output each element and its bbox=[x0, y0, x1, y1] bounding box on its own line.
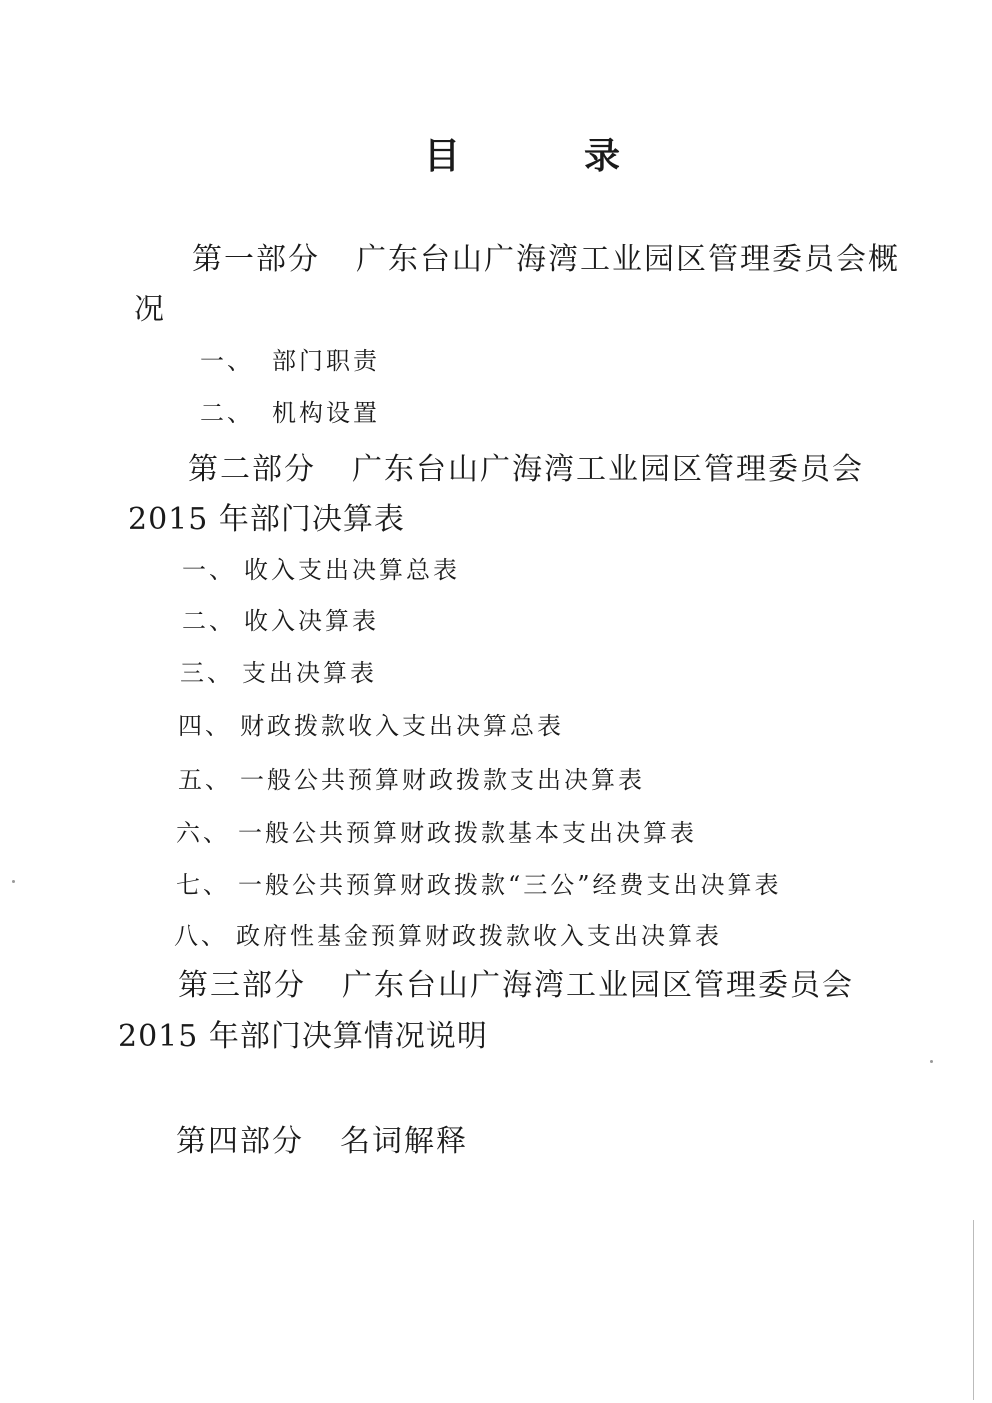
part-3-title: 广东台山广海湾工业园区管理委员会 bbox=[342, 968, 854, 1003]
toc-item-text: 收入支出决算总表 bbox=[244, 556, 460, 584]
toc-item-number: 八、 bbox=[174, 922, 228, 950]
part-1-heading bbox=[192, 234, 900, 278]
part-4-label: 第四部分 bbox=[176, 1124, 304, 1159]
toc-item-text: 一般公共预算财政拨款“三公”经费支出决算表 bbox=[238, 871, 782, 899]
page-title bbox=[0, 128, 992, 178]
toc-item-text: 支出决算表 bbox=[242, 659, 377, 687]
part-2-label: 第二部分 bbox=[188, 452, 316, 487]
toc-item-number: 一、 bbox=[200, 347, 254, 375]
part-3-heading bbox=[178, 960, 854, 1004]
toc-item-text: 一般公共预算财政拨款基本支出决算表 bbox=[238, 819, 697, 847]
title-char-1: 目 bbox=[424, 135, 461, 177]
toc-item bbox=[200, 341, 380, 376]
toc-item-number: 六、 bbox=[176, 819, 230, 847]
part-4-heading bbox=[176, 1116, 468, 1160]
toc-item bbox=[178, 760, 645, 795]
toc-item bbox=[182, 550, 460, 585]
part-4-title: 名词解释 bbox=[340, 1124, 468, 1159]
toc-item-number: 五、 bbox=[178, 766, 232, 794]
part-1-title: 广东台山广海湾工业园区管理委员会概 bbox=[356, 242, 900, 277]
scan-speck bbox=[930, 1060, 933, 1063]
toc-item bbox=[176, 813, 697, 848]
toc-item-number: 二、 bbox=[182, 607, 236, 635]
part-1-label: 第一部分 bbox=[192, 242, 320, 277]
part-2-title-continued: 2015 年部门决算表 bbox=[128, 502, 405, 537]
part-2-heading bbox=[188, 444, 864, 488]
toc-item-text: 一般公共预算财政拨款支出决算表 bbox=[240, 766, 645, 794]
title-char-2: 录 bbox=[584, 135, 621, 177]
toc-item-text: 财政拨款收入支出决算总表 bbox=[240, 712, 564, 740]
toc-item bbox=[176, 865, 782, 900]
toc-item-number: 三、 bbox=[180, 659, 234, 687]
toc-item-text: 收入决算表 bbox=[244, 607, 379, 635]
toc-item-text: 机构设置 bbox=[272, 399, 380, 427]
toc-item bbox=[200, 393, 380, 428]
part-2-title: 广东台山广海湾工业园区管理委员会 bbox=[352, 452, 864, 487]
scan-speck bbox=[12, 880, 15, 883]
toc-item-number: 二、 bbox=[200, 399, 254, 427]
toc-item bbox=[182, 601, 379, 636]
toc-item bbox=[178, 706, 564, 741]
toc-item-number: 七、 bbox=[176, 871, 230, 899]
scan-edge-mark bbox=[973, 1220, 974, 1400]
toc-item-number: 一、 bbox=[182, 556, 236, 584]
toc-item bbox=[180, 653, 377, 688]
part-3-title-continued: 2015 年部门决算情况说明 bbox=[118, 1019, 488, 1054]
part-3-label: 第三部分 bbox=[178, 968, 306, 1003]
toc-item-text: 政府性基金预算财政拨款收入支出决算表 bbox=[236, 922, 722, 950]
toc-item-number: 四、 bbox=[178, 712, 232, 740]
toc-item bbox=[174, 916, 722, 951]
part-1-title-continued: 况 bbox=[134, 292, 166, 327]
toc-item-text: 部门职责 bbox=[272, 347, 380, 375]
